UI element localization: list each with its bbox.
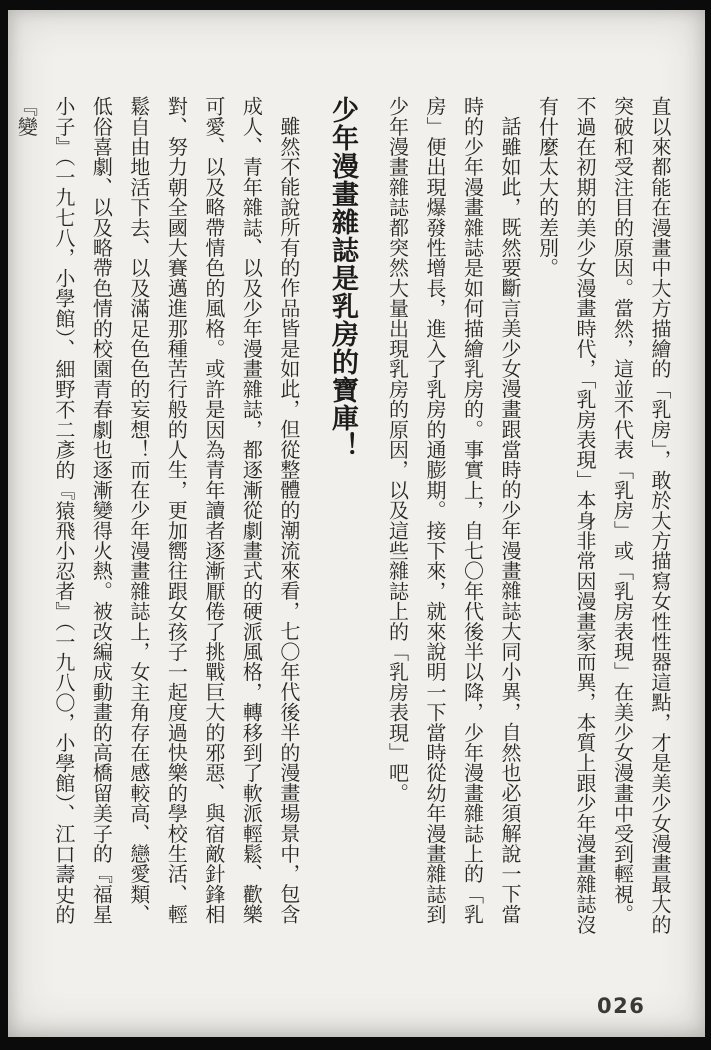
paragraph-continuation: 直以來都能在漫畫中大方描繪的「乳房」，敢於大方描寫女性性器這點，才是美少女漫畫最大的突破和受注目的原因。當然，這並不代表「乳房」或「乳房表現」在美少女漫畫中受到輕視。不過在初期的美少女漫畫時代，「乳房表現」本身非常因漫畫家而異，本質上跟少年漫畫雜誌沒有什麼太大的差別。: [535, 96, 670, 935]
paragraph: 話雖如此，既然要斷言美少女漫畫跟當時的少年漫畫雜誌大同小異，自然也必須解說一下當時的少年漫畫雜誌是如何描繪乳房的。事實上，自七〇年代後半以降，少年漫畫雜誌上的「乳房」便出現爆發性增長，進入了乳房的通膨期。接下來，就來說明一下當時從幼年漫畫雜誌到少年漫畫雜誌都突然大量出現乳房的原因，以及這些雜誌上的「乳房表現」吧。: [385, 96, 520, 925]
page-number: 026: [597, 994, 646, 1018]
paragraph: 雖然不能說所有的作品皆是如此，但從整體的潮流來看，七〇年代後半的漫畫場景中，包含成人、青年雜誌、以及少年漫畫雜誌，都逐漸從劇畫式的硬派風格，轉移到了軟派輕鬆、歡樂可愛、以及略帶情色的風格。或許是因為青年讀者逐漸厭倦了挑戰巨大的邪惡、與宿敵針鋒相對、努力朝全國大賽邁進那種苦行般的人生，更加嚮往跟女孩子一起度過快樂的學校生活、輕鬆自由地活下去、以及滿足色色的妄想！而在少年漫畫雜誌上，女主角存在感較高、戀愛類、低俗喜劇、以及略帶色情的校園青春劇也逐漸變得火熱。被改編成動畫的高橋留美子的『福星小子』（一九七八，小學館）、細野不二彥的『猿飛小忍者』（一九八〇，小學館）、江口壽史的『變: [14, 96, 299, 925]
section-heading: 少年漫畫雜誌是乳房的寶庫！: [328, 96, 358, 460]
book-page: [8, 10, 705, 1037]
page-text-block: [14, 96, 677, 940]
